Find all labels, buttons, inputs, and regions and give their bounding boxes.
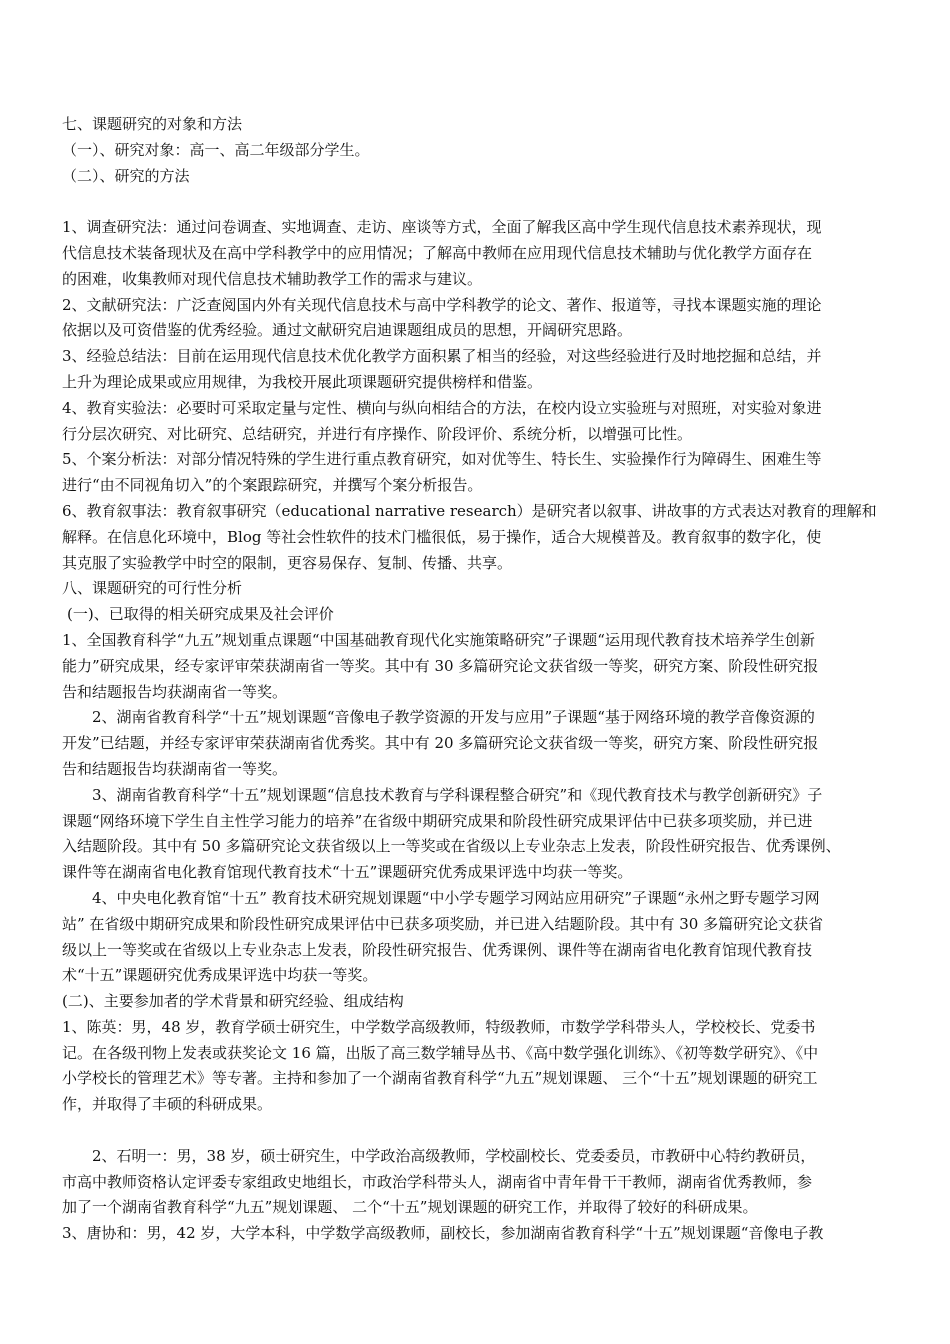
body-line: 级以上一等奖或在省级以上专业杂志上发表，阶段性研究报告、优秀课例、课件等在湖南省电化教育馆现代教育技 bbox=[62, 940, 813, 959]
subsection-line: (二)、主要参加者的学术背景和研究经验、组成结构 bbox=[62, 992, 404, 1011]
body-line: 其克服了实验教学中时空的限制，更容易保存、复制、传播、共享。 bbox=[62, 553, 513, 572]
section-heading: 七、课题研究的对象和方法 bbox=[62, 115, 243, 133]
body-line: 加了一个湖南省教育科学“九五”规划课题、 二个“十五”规划课题的研究工作，并取得了较好的科研成果。 bbox=[62, 1198, 758, 1217]
body-line: 4、教育实验法：必要时可采取定量与定性、横向与纵向相结合的方法，在校内设立实验班与对照班，对实验对象进 bbox=[62, 398, 822, 417]
body-line: 4、中央电化教育馆“十五” 教育技术研究规划课题“中小学专题学习网站应用研究”子课题“永州之野专题学习网 bbox=[92, 888, 820, 907]
body-line: 站” 在省级中期研究成果和阶段性研究成果评估中已获多项奖励，并已进入结题阶段。其中有 30 多篇研究论文获省 bbox=[62, 914, 824, 933]
body-line: 的困难，收集教师对现代信息技术辅助教学工作的需求与建议。 bbox=[62, 269, 483, 288]
body-line: 1、全国教育科学“九五”规划重点课题“中国基础教育现代化实施策略研究”子课题“运用现代教育技术培养学生创新 bbox=[62, 630, 815, 649]
blank-line bbox=[62, 189, 902, 215]
body-line: 上升为理论成果或应用规律，为我校开展此项课题研究提供榜样和借鉴。 bbox=[62, 372, 543, 391]
body-line: 3、唐协和：男，42 岁，大学本科，中学数学高级教师，副校长，参加湖南省教育科学“十五”规划课题“音像电子教 bbox=[62, 1224, 824, 1243]
subsection-line: (一)、已取得的相关研究成果及社会评价 bbox=[67, 605, 334, 624]
body-line: 告和结题报告均获湖南省一等奖。 bbox=[62, 759, 288, 778]
body-line: 作，并取得了丰硕的科研成果。 bbox=[62, 1095, 273, 1114]
body-line: 小学校长的管理艺术》等专著。主持和参加了一个湖南省教育科学“九五”规划课题、 三个“十五”规划课题的研究工 bbox=[62, 1069, 818, 1088]
body-line: 2、石明一：男，38 岁，硕士研究生，中学政治高级教师，学校副校长、党委委员，市教研中心特约教研员， bbox=[92, 1146, 816, 1165]
body-line: 6、教育叙事法：教育叙事研究（educational narrative research）是研究者以叙事、讲故事的方式表达对教育的理解和 bbox=[62, 501, 877, 520]
body-line: 告和结题报告均获湖南省一等奖。 bbox=[62, 682, 288, 701]
body-line: 进行“由不同视角切入”的个案跟踪研究，并撰写个案分析报告。 bbox=[62, 476, 483, 495]
body-line: 入结题阶段。其中有 50 多篇研究论文获省级以上一等奖或在省级以上专业杂志上发表，阶段性研究报告、优秀课例、 bbox=[62, 837, 841, 856]
body-line: 2、文献研究法：广泛查阅国内外有关现代信息技术与高中学科教学的论文、著作、报道等，寻找本课题实施的理论 bbox=[62, 295, 822, 314]
body-line: 能力”研究成果，经专家评审荣获湖南省一等奖。其中有 30 多篇研究论文获省级一等奖，研究方案、阶段性研究报 bbox=[62, 656, 819, 675]
body-line: 记。在各级刊物上发表或获奖论文 16 篇，出版了高三数学辅导丛书、《高中数学强化训练》、《初等数学研究》、《中 bbox=[62, 1043, 819, 1062]
document-page bbox=[62, 112, 902, 1247]
body-line: 课件等在湖南省电化教育馆现代教育技术“十五”课题研究优秀成果评选中均获一等奖。 bbox=[62, 863, 633, 882]
body-line: 3、湖南省教育科学“十五”规划课题“信息技术教育与学科课程整合研究”和《现代教育技术与教学创新研究》子 bbox=[92, 785, 823, 804]
subsection-line: （一）、研究对象：高一、高二年级部分学生。 bbox=[62, 140, 370, 159]
body-line: 1、陈英：男，48 岁，教育学硕士研究生，中学数学高级教师，特级教师，市数学学科带头人，学校校长、党委书 bbox=[62, 1017, 816, 1036]
body-line: 5、个案分析法：对部分情况特殊的学生进行重点教育研究，如对优等生、特长生、实验操作行为障碍生、困难生等 bbox=[62, 450, 822, 469]
body-line: 解释。在信息化环境中，Blog 等社会性软件的技术门槛很低，易于操作，适合大规模普及。教育叙事的数字化，使 bbox=[62, 527, 822, 546]
body-line: 2、湖南省教育科学“十五”规划课题“音像电子教学资源的开发与应用”子课题“基于网络环境的教学音像资源的 bbox=[92, 708, 815, 727]
body-line: 依据以及可资借鉴的优秀经验。通过文献研究启迪课题组成员的思想，开阔研究思路。 bbox=[62, 321, 633, 340]
body-line: 课题“网络环境下学生自主性学习能力的培养”在省级中期研究成果和阶段性研究成果评估中已获多项奖励，并已进 bbox=[62, 811, 813, 830]
body-line: 行分层次研究、对比研究、总结研究，并进行有序操作、阶段评价、系统分析，以增强可比性。 bbox=[62, 424, 693, 443]
body-line: 术“十五”课题研究优秀成果评选中均获一等奖。 bbox=[62, 966, 378, 985]
body-line: 开发”已结题，并经专家评审荣获湖南省优秀奖。其中有 20 多篇研究论文获省级一等奖，研究方案、阶段性研究报 bbox=[62, 734, 819, 753]
body-line: 代信息技术装备现状及在高中学科教学中的应用情况；了解高中教师在应用现代信息技术辅助与优化教学方面存在 bbox=[62, 243, 813, 262]
body-line: 1、调查研究法：通过问卷调查、实地调查、走访、座谈等方式，全面了解我区高中学生现代信息技术素养现状，现 bbox=[62, 218, 822, 237]
blank-line bbox=[62, 1118, 902, 1144]
section-heading: 八、课题研究的可行性分析 bbox=[62, 579, 243, 598]
body-line: 市高中教师资格认定评委专家组政史地组长，市政治学科带头人，湖南省中青年骨干干教师，湖南省优秀教师，参 bbox=[62, 1172, 813, 1191]
subsection-line: （二）、研究的方法 bbox=[62, 166, 190, 185]
body-line: 3、经验总结法：目前在运用现代信息技术优化教学方面积累了相当的经验，对这些经验进行及时地挖掘和总结，并 bbox=[62, 347, 822, 366]
